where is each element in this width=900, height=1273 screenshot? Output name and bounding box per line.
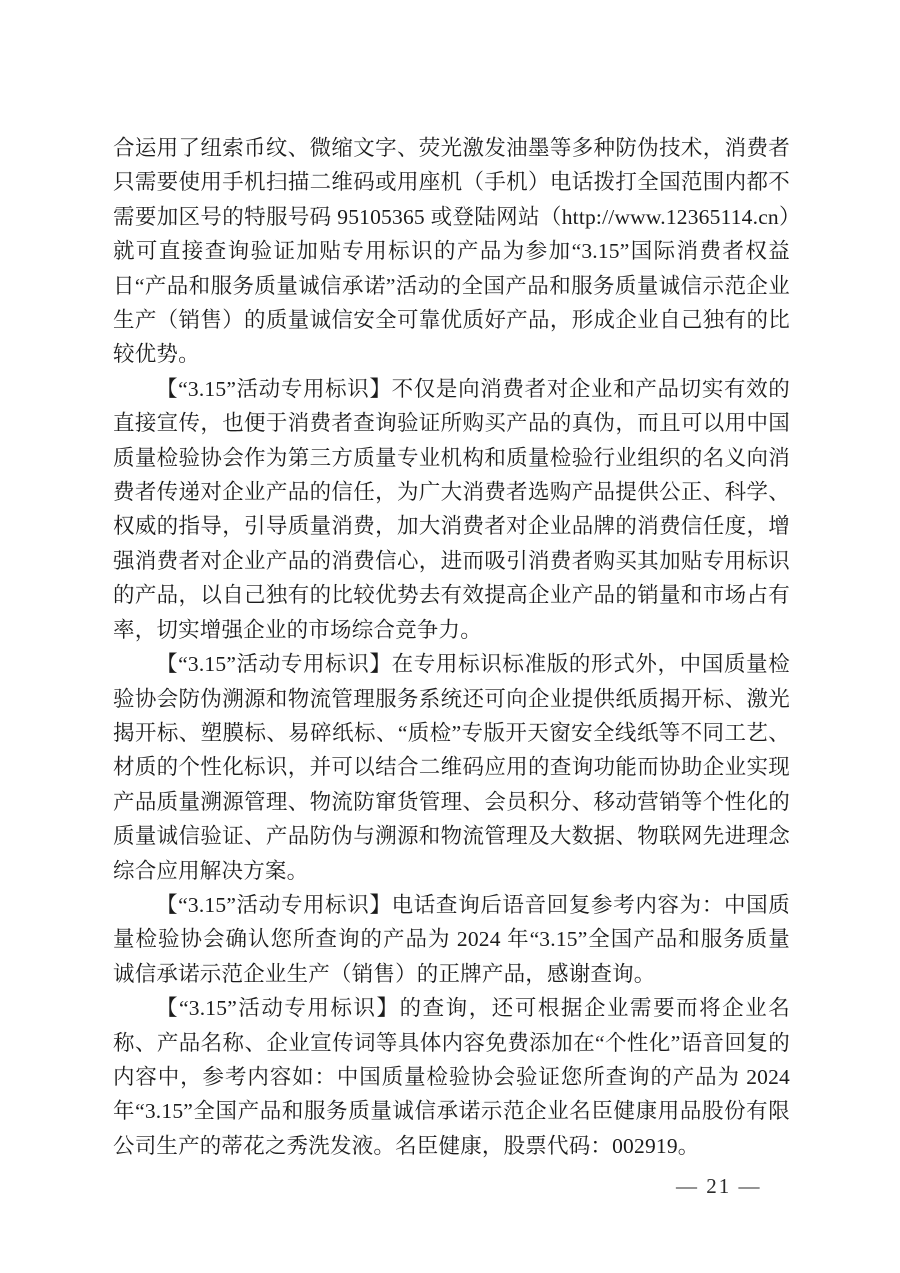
document-body: [113, 131, 790, 1163]
paragraph-label-promotion: 【“3.15”活动专用标识】不仅是向消费者对企业和产品切实有效的直接宣传，也便于消费者查询验证所购买产品的真伪，而且可以用中国质量检验协会作为第三方质量专业机构和质量检验行业组织的名义向消费者传递对企业产品的信任，为广大消费者选购产品提供公正、科学、权威的指导，引导质量消费，加大消费者对企业品牌的消费信任度，增强消费者对企业产品的消费信心，进而吸引消费者购买其加贴专用标识的产品，以自己独有的比较优势去有效提高企业产品的销量和市场占有率，切实增强企业的市场综合竞争力。: [113, 376, 790, 642]
paragraph-label-customization: 【“3.15”活动专用标识】在专用标识标准版的形式外，中国质量检验协会防伪溯源和物流管理服务系统还可向企业提供纸质揭开标、激光揭开标、塑膜标、易碎纸标、“质检”专版开天窗安全线纸等不同工艺、材质的个性化标识，并可以结合二维码应用的查询功能而协助企业实现产品质量溯源管理、物流防窜货管理、会员积分、移动营销等个性化的质量诚信验证、产品防伪与溯源和物流管理及大数据、物联网先进理念综合应用解决方案。: [113, 652, 790, 883]
page-footer: [0, 1171, 900, 1201]
page-number: — 21 —: [676, 1174, 762, 1198]
paragraph-personalized-reply: 【“3.15”活动专用标识】的查询，还可根据企业需要而将企业名称、产品名称、企业宣传词等具体内容免费添加在“个性化”语音回复的内容中，参考内容如：中国质量检验协会验证您所查询的产品为 2024 年“3.15”全国产品和服务质量诚信承诺示范企业名臣健康用品股份有限公司生产的蒂花之秀洗发液。名臣健康，股票代码：002919。: [113, 996, 790, 1158]
paragraph-anti-counterfeit-query: 合运用了纽索币纹、微缩文字、荧光激发油墨等多种防伪技术，消费者只需要使用手机扫描二维码或用座机（手机）电话拨打全国范围内都不需要加区号的特服号码 95105365 或登陆网站（http://www.12365114.cn）就可直接查询验证加贴专用标识的产品为参加“3.15”国际消费者权益日“产品和服务质量诚信承诺”活动的全国产品和服务质量诚信示范企业生产（销售）的质量诚信安全可靠优质好产品，形成企业自己独有的比较优势。: [113, 136, 790, 367]
paragraph-voice-reply: 【“3.15”活动专用标识】电话查询后语音回复参考内容为：中国质量检验协会确认您所查询的产品为 2024 年“3.15”全国产品和服务质量诚信承诺示范企业生产（销售）的正牌产品，感谢查询。: [113, 892, 790, 986]
